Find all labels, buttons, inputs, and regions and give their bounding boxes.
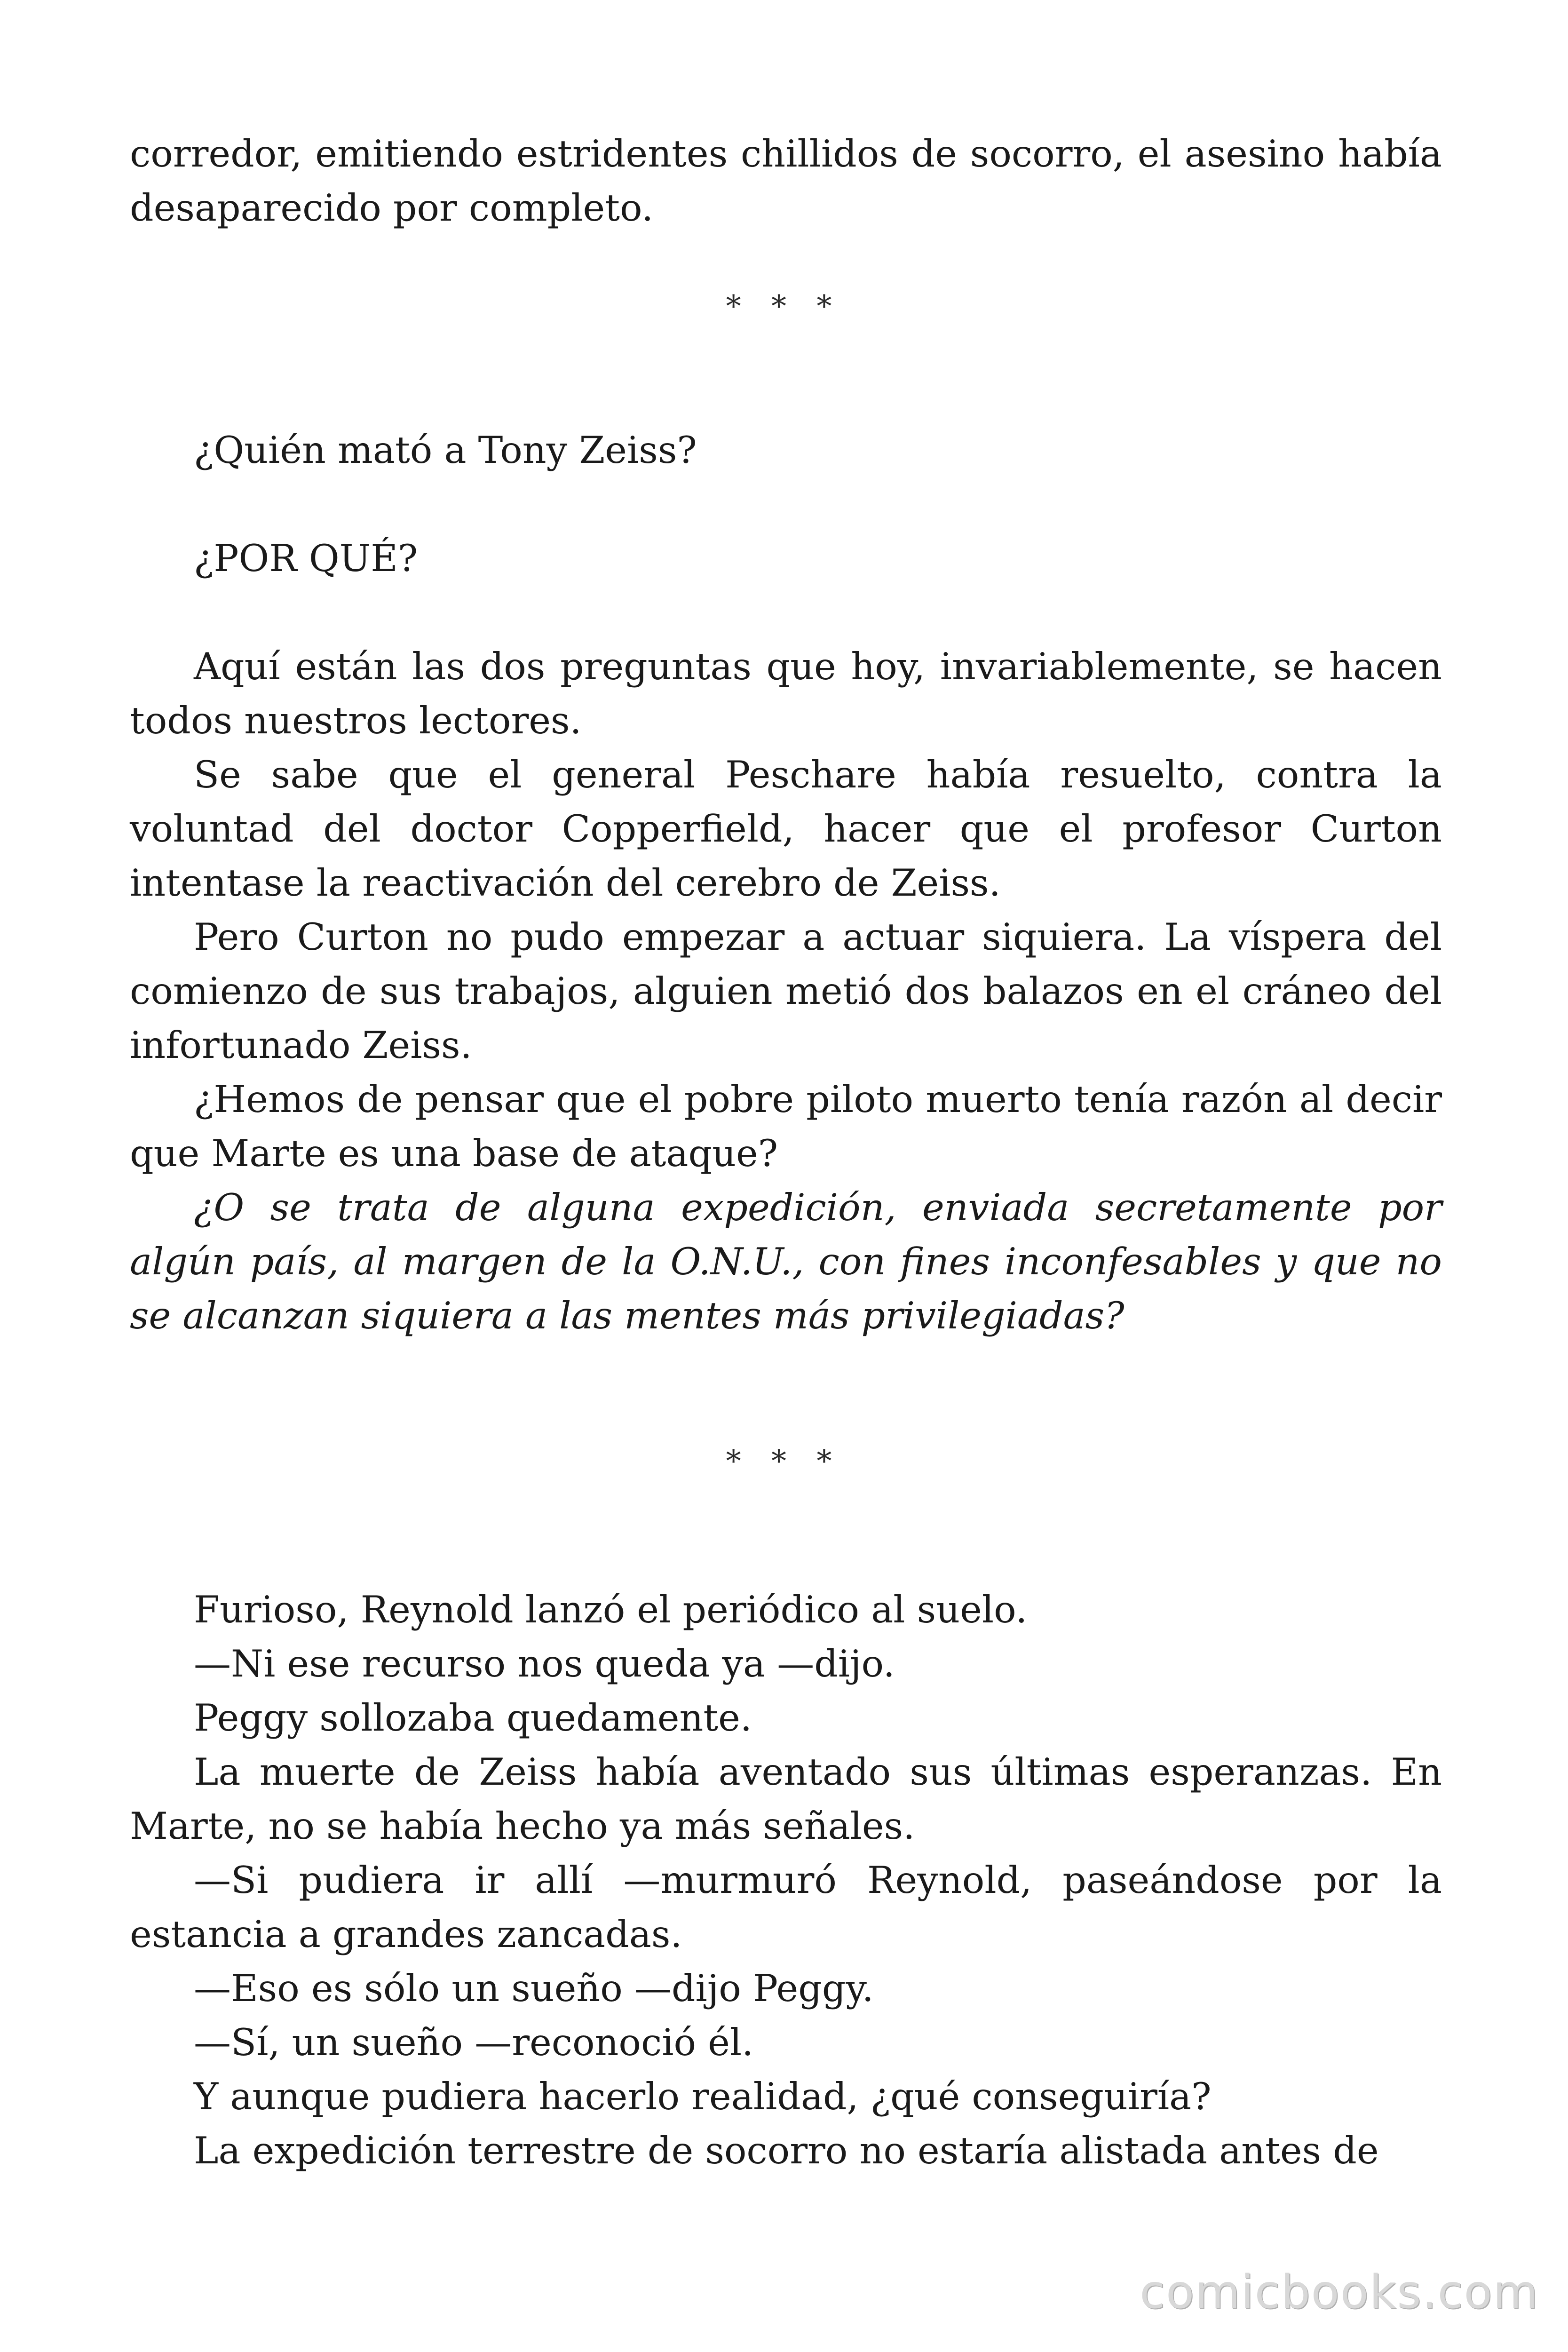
watermark-logo: comicbooks.com: [1140, 2265, 1539, 2319]
scene-separator: * * *: [726, 1444, 842, 1479]
headline-question: ¿Quién mató a Tony Zeiss?: [194, 429, 697, 472]
article-paragraph: Se sabe que el general Peschare había resuelto, contra la voluntad del doctor Copperfield, hacer que el profesor Curton intentase la reactivación del cerebro de Zeiss.: [130, 753, 1442, 905]
article-paragraph: ¿Hemos de pensar que el pobre piloto muerto tenía razón al decir que Marte es una base de ataque?: [130, 1078, 1442, 1175]
article-paragraph: Pero Curton no pudo empezar a actuar siquiera. La víspera del comienzo de sus trabajos, alguien metió dos balazos en el cráneo del infortunado Zeiss.: [130, 915, 1442, 1067]
article-paragraph: Aquí están las dos preguntas que hoy, invariablemente, se hacen todos nuestros lectores.: [130, 645, 1442, 742]
scene-separator: * * *: [726, 289, 842, 324]
intro-section: [130, 127, 1442, 235]
headline-section: [130, 423, 1442, 586]
narrative-section: [130, 1583, 1442, 2178]
headline-why: ¿POR QUÉ?: [194, 537, 418, 580]
narrative-paragraph: Peggy sollozaba quedamente.: [194, 1696, 752, 1740]
narrative-paragraph: La expedición terrestre de socorro no estaría alistada antes de: [194, 2129, 1379, 2172]
narrative-paragraph: —Si pudiera ir allí —murmuró Reynold, paseándose por la estancia a grandes zancadas.: [130, 1859, 1442, 1956]
narrative-paragraph: —Eso es sólo un sueño —dijo Peggy.: [194, 1967, 874, 2010]
narrative-paragraph: Furioso, Reynold lanzó el periódico al suelo.: [194, 1588, 1028, 1631]
narrative-paragraph: La muerte de Zeiss había aventado sus últimas esperanzas. En Marte, no se había hecho ya más señales.: [130, 1750, 1442, 1848]
article-section: [130, 640, 1442, 1343]
narrative-paragraph: —Sí, un sueño —reconoció él.: [194, 2021, 754, 2064]
narrative-paragraph: —Ni ese recurso nos queda ya —dijo.: [194, 1642, 895, 1685]
narrative-paragraph: Y aunque pudiera hacerlo realidad, ¿qué conseguiría?: [194, 2075, 1212, 2118]
article-paragraph-italic: ¿O se trata de alguna expedición, enviada secretamente por algún país, al margen de la O.N.U., con fines inconfesables y que no se alcanzan siquiera a las mentes más privilegiadas?: [130, 1186, 1442, 1337]
paragraph-intro: corredor, emitiendo estridentes chillidos de socorro, el asesino había desaparecido por completo.: [130, 132, 1442, 230]
